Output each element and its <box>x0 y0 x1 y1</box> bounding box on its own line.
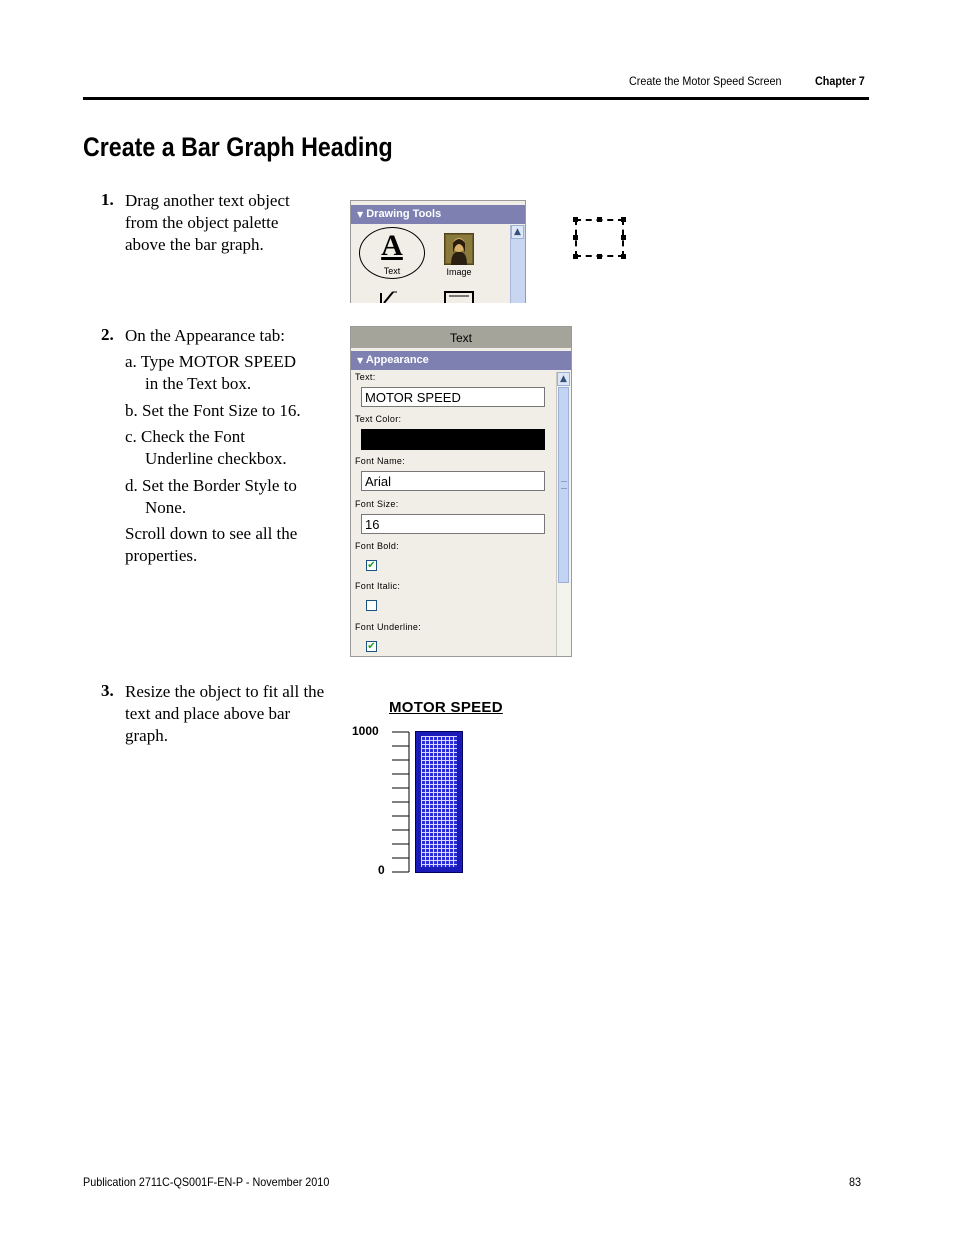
resize-handle[interactable] <box>573 254 578 259</box>
scroll-up-icon[interactable]: ▲ <box>557 372 570 386</box>
image-tool[interactable] <box>439 231 479 279</box>
step-1-line: Drag another text object <box>125 191 290 210</box>
scroll-up-icon[interactable]: ▲ <box>511 225 524 239</box>
collapse-triangle-icon: ▼ <box>357 210 364 219</box>
properties-scrollbar[interactable] <box>556 372 571 656</box>
note-line: properties. <box>125 546 198 565</box>
scrollbar-thumb[interactable] <box>558 387 569 583</box>
step-2d <box>125 475 297 519</box>
font-bold-checkbox[interactable]: ✔ <box>367 560 376 571</box>
step-1-line: above the bar graph. <box>125 235 264 254</box>
step-3-line: text and place above bar <box>125 704 291 723</box>
text-tool[interactable] <box>359 227 425 279</box>
drawing-tools-header[interactable] <box>351 205 526 224</box>
sub-step-line: d. Set the Border Style to <box>125 476 297 495</box>
text-color-label: Text Color: <box>355 414 402 424</box>
text-input[interactable]: MOTOR SPEED <box>361 387 545 407</box>
resize-handle[interactable] <box>573 217 578 222</box>
collapse-triangle-icon: ▼ <box>357 356 364 365</box>
footer-publication: Publication 2711C-QS001F-EN-P - November 2010 <box>83 1175 330 1189</box>
step-1-line: from the object palette <box>125 213 279 232</box>
font-italic-checkbox[interactable] <box>366 600 377 611</box>
step-2-number: 2. <box>101 325 114 344</box>
resize-handle[interactable] <box>573 235 578 240</box>
scale-ticks <box>390 728 412 876</box>
grip-icon <box>561 481 567 489</box>
step-3-line: Resize the object to fit all the <box>125 682 325 701</box>
font-italic-label: Font Italic: <box>355 581 401 591</box>
font-bold-label: Font Bold: <box>355 541 400 551</box>
font-underline-checkbox[interactable]: ✔ <box>367 641 376 652</box>
resize-handle[interactable] <box>621 235 626 240</box>
sub-step-line: b. Set the Font Size to 16. <box>125 401 301 420</box>
resize-handle[interactable] <box>621 217 626 222</box>
scale-max-label: 1000 <box>352 724 379 738</box>
step-3-number: 3. <box>101 681 114 700</box>
step-2c <box>125 426 287 470</box>
step-1-text <box>125 190 290 256</box>
font-name-label: Font Name: <box>355 456 406 466</box>
image-tool-label: Image <box>446 267 472 277</box>
step-2a <box>125 351 296 395</box>
resize-handle[interactable] <box>597 254 602 259</box>
drawing-tools-title: Drawing Tools <box>366 208 442 220</box>
drawing-tools-panel <box>350 200 526 303</box>
resize-handle[interactable] <box>597 217 602 222</box>
sub-step-line: c. Check the Font <box>125 427 245 446</box>
bar-graph-heading[interactable]: MOTOR SPEED <box>389 699 503 716</box>
line-tool-icon[interactable] <box>379 290 399 303</box>
bar-graph-bar[interactable] <box>415 731 463 873</box>
font-size-input[interactable]: 16 <box>361 514 545 534</box>
header-rule <box>83 97 869 100</box>
text-color-swatch[interactable] <box>361 429 545 450</box>
page-number: 83 <box>849 1175 862 1189</box>
resize-handle[interactable] <box>621 254 626 259</box>
drawing-tools-scrollbar[interactable] <box>510 225 525 303</box>
scale-min-label: 0 <box>378 863 385 877</box>
sub-step-line: in the Text box. <box>145 374 252 393</box>
properties-panel <box>350 326 572 657</box>
sub-step-line: Underline checkbox. <box>145 449 287 468</box>
step-3-line: graph. <box>125 726 168 745</box>
running-header-section: Create the Motor Speed Screen <box>629 74 782 88</box>
appearance-section-header[interactable] <box>351 351 571 370</box>
running-header-chapter: Chapter 7 <box>815 74 865 88</box>
selection-placeholder-box[interactable] <box>575 219 624 257</box>
rectangle-tool-icon[interactable] <box>444 291 476 303</box>
step-1-number: 1. <box>101 190 114 209</box>
step-2b <box>125 400 301 422</box>
appearance-title: Appearance <box>365 354 429 366</box>
step-2-note <box>125 523 297 567</box>
font-underline-label: Font Underline: <box>355 622 422 632</box>
font-name-input[interactable]: Arial <box>361 471 545 491</box>
properties-header: Text <box>351 327 571 348</box>
page-title: Create a Bar Graph Heading <box>83 132 393 162</box>
font-size-label: Font Size: <box>355 499 399 509</box>
text-label: Text: <box>355 372 376 382</box>
sub-step-line: a. Type MOTOR SPEED <box>125 352 297 371</box>
sub-step-line: None. <box>145 498 187 517</box>
note-line: Scroll down to see all the <box>125 524 298 543</box>
step-2-intro: On the Appearance tab: <box>125 326 286 345</box>
bar-graph-fill <box>421 736 457 867</box>
step-3-text <box>125 681 324 747</box>
text-tool-label: Text <box>383 266 401 276</box>
text-tool-icon: A <box>381 229 403 262</box>
mona-lisa-icon <box>444 233 474 265</box>
